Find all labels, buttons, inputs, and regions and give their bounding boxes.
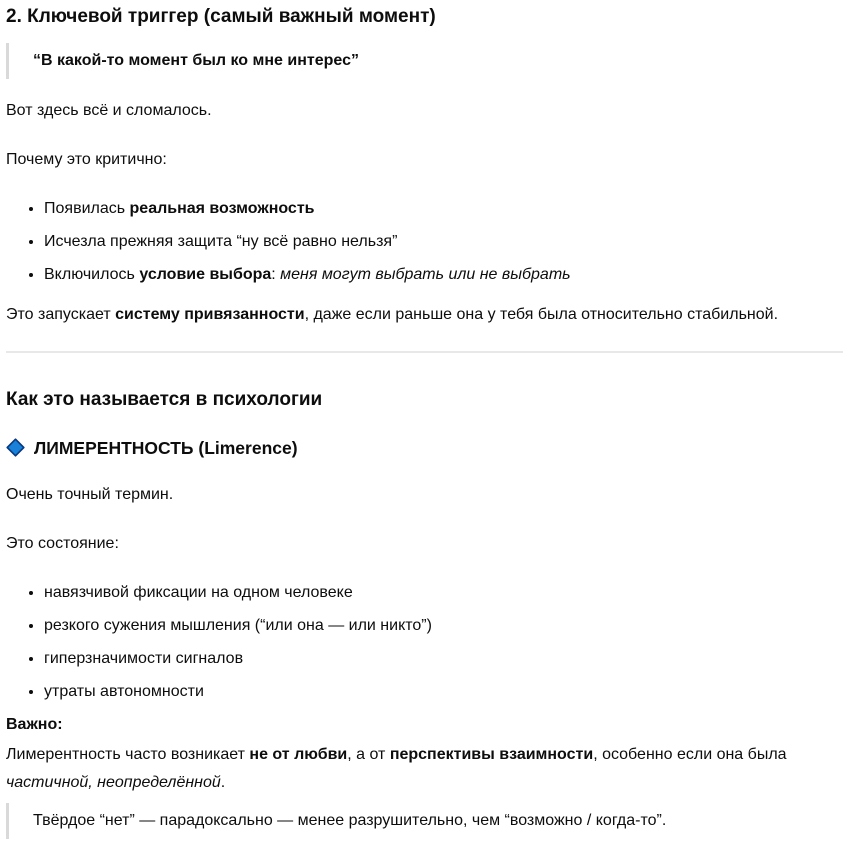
section-heading-key-trigger: 2. Ключевой триггер (самый важный момент) bbox=[6, 6, 436, 27]
quote-interest-text: “В какой-то момент был ко мне интерес” bbox=[33, 51, 359, 69]
quote-interest bbox=[6, 43, 843, 79]
para-limerence-cause bbox=[6, 741, 843, 797]
bullet-list-critical bbox=[6, 195, 843, 289]
list-item: • утраты автономности bbox=[44, 678, 843, 706]
section-divider bbox=[6, 351, 843, 353]
text-run: . bbox=[220, 774, 226, 792]
list-item bbox=[44, 261, 843, 289]
bold-run: реальная возможность bbox=[129, 199, 315, 217]
term-limerence-label: ЛИМЕРЕНТНОСТЬ (Limerence) bbox=[34, 437, 298, 458]
list-item: • гиперзначимости сигналов bbox=[44, 645, 843, 673]
quote-hard-no-text: Твёрдое “нет” — парадоксально — менее разрушительно, чем “возможно / когда-то”. bbox=[33, 812, 667, 830]
bold-run: систему привязанности bbox=[115, 305, 305, 323]
section-heading-psychology: Как это называется в психологии bbox=[6, 388, 323, 410]
para-broke: Вот здесь всё и сломалось. bbox=[6, 101, 212, 119]
para-exact-term: Очень точный термин. bbox=[6, 486, 174, 504]
para-important-label: Важно: bbox=[6, 716, 63, 734]
text-run: Исчезла прежняя защита “ну всё равно нельзя” bbox=[44, 232, 398, 250]
list-item: • резкого сужения мышления (“или она — или никто”) bbox=[44, 612, 843, 640]
list-item: • навязчивой фиксации на одном человеке bbox=[44, 579, 843, 607]
text-run: Лимерентность часто возникает bbox=[6, 746, 250, 764]
text-run: Это запускает bbox=[6, 305, 116, 323]
quote-hard-no bbox=[6, 803, 843, 839]
bullet-list-state bbox=[6, 579, 843, 706]
italic-run: меня могут выбрать или не выбрать bbox=[280, 265, 571, 283]
italic-run: частичной, неопределённой bbox=[6, 774, 221, 792]
text-run: Появилась bbox=[44, 199, 130, 217]
para-attachment bbox=[6, 301, 843, 329]
text-run: Включилось bbox=[44, 265, 140, 283]
bold-run: перспективы взаимности bbox=[389, 746, 594, 764]
list-item bbox=[44, 195, 843, 223]
para-why-critical: Почему это критично: bbox=[6, 150, 167, 168]
text-run: : bbox=[271, 265, 281, 283]
list-item bbox=[44, 228, 843, 256]
document-body bbox=[6, 5, 843, 839]
blue-diamond-icon bbox=[6, 438, 25, 457]
text-run: , а от bbox=[347, 746, 390, 764]
bold-run: не от любви bbox=[249, 746, 348, 764]
para-state-label: Это состояние: bbox=[6, 535, 119, 553]
text-run: , даже если раньше она у тебя была относительно стабильной. bbox=[304, 305, 779, 323]
text-run: , особенно если она была bbox=[593, 746, 787, 764]
term-limerence-heading bbox=[6, 437, 843, 460]
bold-run: условие выбора bbox=[139, 265, 272, 283]
